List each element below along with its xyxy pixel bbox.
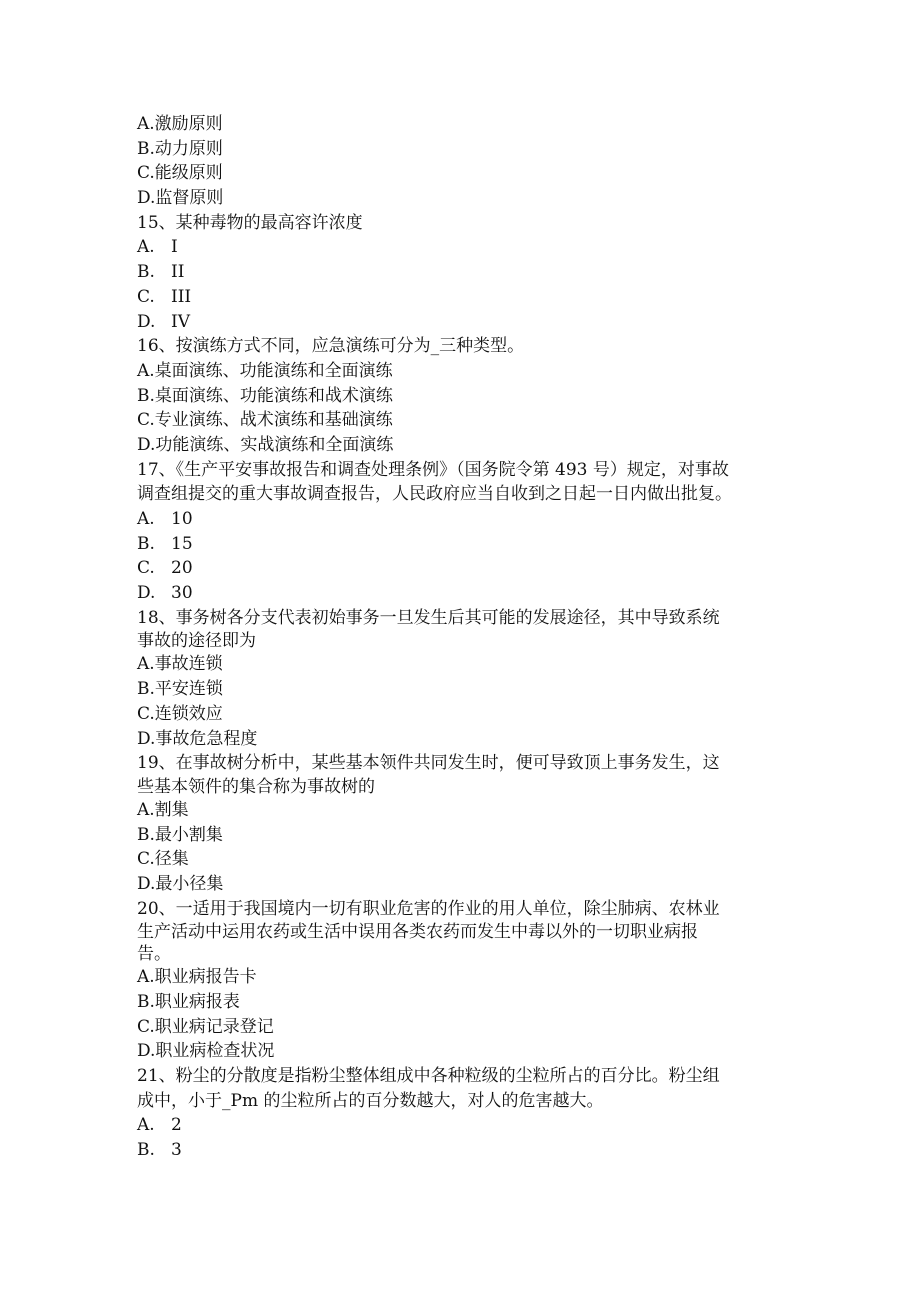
line-q19-c: C.径集 [137,849,189,870]
line-q20-3: 告。 [137,944,171,965]
line-q18-c: C.连锁效应 [137,703,223,724]
option-value: IV [171,311,190,332]
line-q15-c [137,285,797,310]
line-q15-b [137,260,797,285]
line-q20-a: A.职业病报告卡 [137,967,257,988]
line-q18-2: 事故的途径即为 [137,631,256,652]
line-q18-d: D.事故危急程度 [137,728,258,749]
line-q21-a [137,1113,797,1138]
line-q14-c: C.能级原则 [137,163,223,184]
option-key: B. [137,533,155,554]
line-q17-a [137,507,797,532]
line-q19-d: D.最小径集 [137,873,224,894]
line-q18-b: B.平安连锁 [137,679,223,700]
option-key: B. [137,262,155,283]
line-q20-b: B.职业病报表 [137,992,240,1012]
option-value: 30 [171,583,193,604]
line-q19-1: 19、在事故树分析中，某些基本领件共同发生时，便可导致顶上事务发生，这 [137,753,720,774]
line-q14-b: B.动力原则 [137,138,223,159]
line-q19-2: 些基本领件的集合称为事故树的 [137,776,375,797]
line-q20-2: 生产活动中运用农药或生活中误用各类农药而发生中毒以外的一切职业病报 [137,922,698,943]
option-value: 10 [171,509,193,529]
line-q16-a: A.桌面演练、功能演练和全面演练 [137,360,393,381]
option-value: 2 [171,1115,182,1136]
line-q18-a: A.事故连锁 [137,654,223,675]
line-q14-a: A.激励原则 [137,114,223,134]
line-q14-d: D.监督原则 [137,188,224,209]
line-q21-1: 21、粉尘的分散度是指粉尘整体组成中各种粒级的尘粒所占的百分比。粉尘组 [137,1066,720,1087]
option-key: A. [137,1115,155,1136]
line-q17-1: 17、《生产平安事故报告和调查处理条例》（国务院令第 493 号）规定，对事故 [137,459,729,480]
document-page [137,112,797,1163]
option-value: 20 [171,558,193,579]
option-key: D. [137,311,156,332]
line-q15-d [137,310,797,335]
line-q17-b [137,532,797,557]
line-q20-d: D.职业病检查状况 [137,1041,275,1062]
line-q16-c: C.专业演练、战术演练和基础演练 [137,410,393,431]
line-q17-d [137,581,797,606]
option-key: B. [137,1140,155,1161]
line-q16: 16、按演练方式不同，应急演练可分为_三种类型。 [137,336,525,357]
option-key: D. [137,583,156,604]
option-value: 3 [171,1140,182,1161]
line-q19-b: B.最小割集 [137,824,223,845]
line-q18-1: 18、事务树各分支代表初始事务一旦发生后其可能的发展途径，其中导致系统 [137,607,720,628]
line-q17-2: 调查组提交的重大事故调查报告，人民政府应当自收到之日起一日内做出批复。 [137,484,732,505]
line-q20-1: 20、一适用于我国境内一切有职业危害的作业的用人单位，除尘肺病、农林业 [137,898,720,919]
option-key: C. [137,558,155,579]
line-q16-b: B.桌面演练、功能演练和战术演练 [137,385,393,406]
line-q20-c: C.职业病记录登记 [137,1016,274,1037]
option-key: A. [137,237,155,258]
option-value: I [171,237,178,258]
option-value: II [171,262,185,283]
option-value: 15 [171,533,193,554]
option-key: C. [137,286,155,307]
option-key: A. [137,509,155,529]
line-q16-d: D.功能演练、实战演练和全面演练 [137,434,394,455]
line-q17-c [137,556,797,581]
line-q21-b [137,1138,797,1163]
line-q15: 15、某种毒物的最高容许浓度 [137,212,363,233]
line-q15-a [137,235,797,260]
line-q21-2: 成中，小于_Pm 的尘粒所占的百分数越大，对人的危害越大。 [137,1090,604,1111]
option-value: III [171,286,192,307]
line-q19-a: A.割集 [137,799,189,820]
